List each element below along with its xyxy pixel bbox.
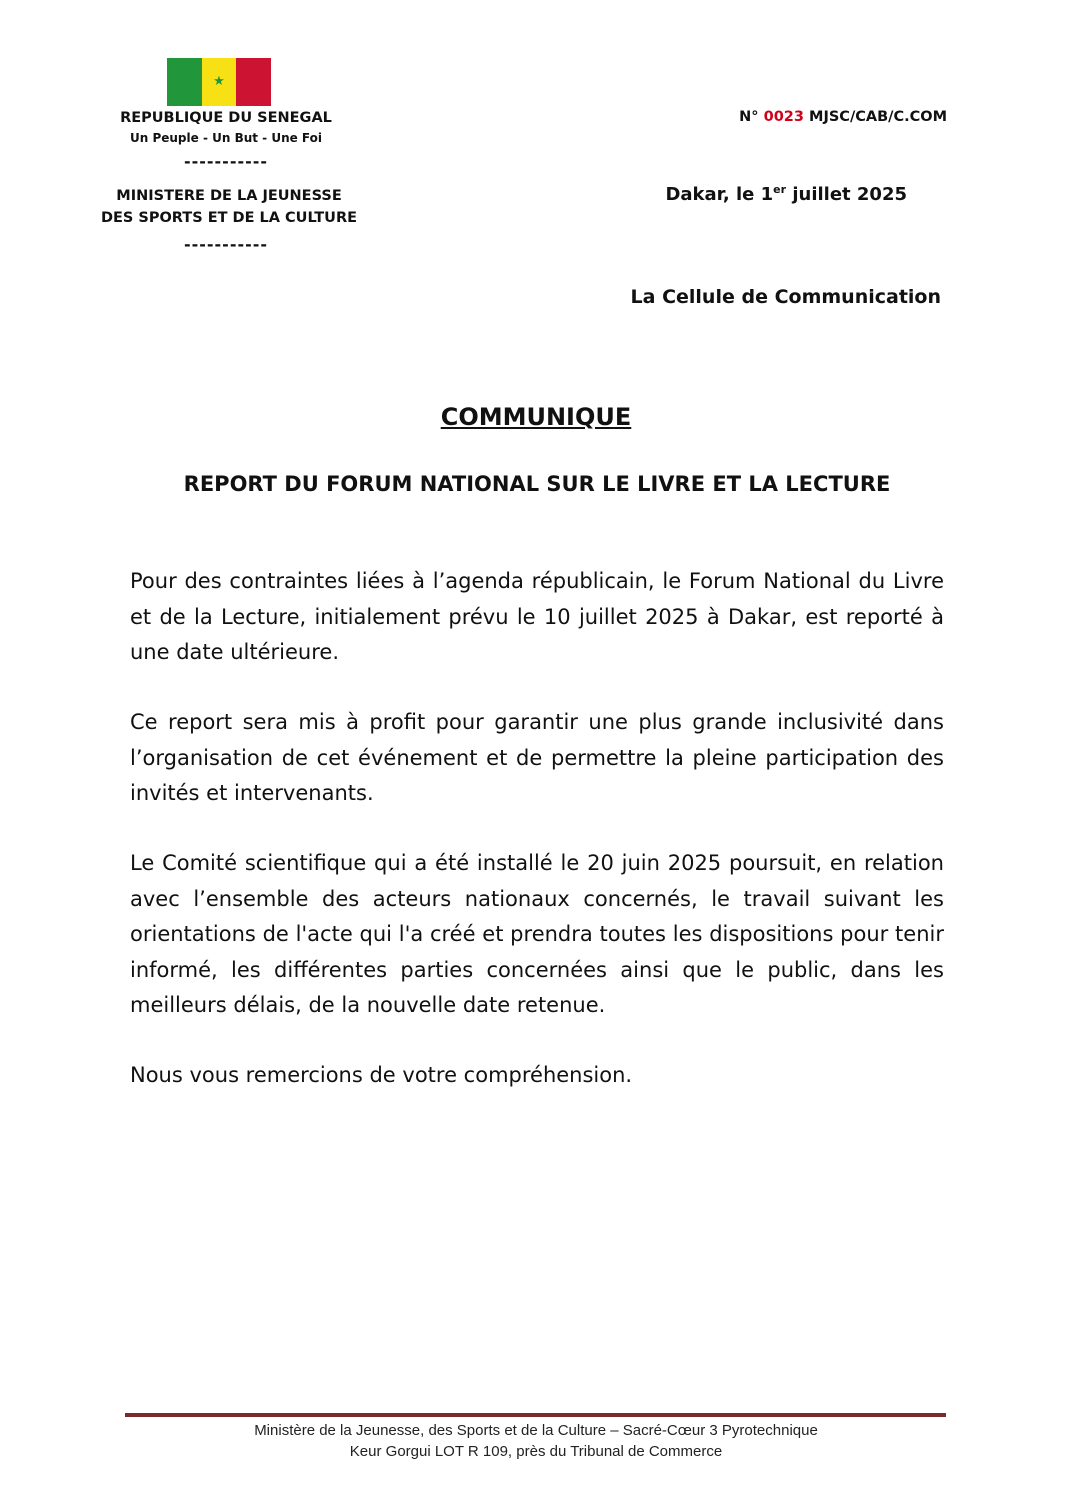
date-suffix: juillet 2025 <box>792 184 907 205</box>
document-date <box>665 184 907 205</box>
star-icon: ★ <box>213 74 225 90</box>
national-motto: Un Peuple - Un But - Une Foi <box>129 131 323 145</box>
footer-divider <box>125 1413 946 1417</box>
page-subtitle: REPORT DU FORUM NATIONAL SUR LE LIVRE ET LA LECTURE <box>183 472 891 496</box>
senegal-flag <box>167 58 271 106</box>
flag-red-band <box>236 58 271 106</box>
body-paragraph: Le Comité scientifique qui a été installé le 20 juin 2025 poursuit, en relation avec l’ensemble des acteurs nationaux concernés, le travail suivant les orientations de l'acte qui l'a créé et prendra toutes les dispositions pour tenir informé, les différentes parties concernées ainsi que le public, dans les meilleurs délais, de la nouvelle date retenue. <box>130 851 944 1018</box>
footer-address-line2: Keur Gorgui LOT R 109, près du Tribunal de Commerce <box>349 1443 723 1460</box>
ministry-name-line2: DES SPORTS ET DE LA CULTURE <box>100 210 358 226</box>
header-separator: ----------- <box>183 235 269 254</box>
body-paragraph: Nous vous remercions de votre compréhension. <box>130 1063 633 1087</box>
reference-number <box>739 109 947 125</box>
footer-address-line1: Ministère de la Jeunesse, des Sports et de la Culture – Sacré-Cœur 3 Pyrotechnique <box>254 1422 818 1439</box>
page-title: COMMUNIQUE <box>440 403 632 431</box>
sender: La Cellule de Communication <box>630 286 941 308</box>
ref-prefix: N° <box>739 109 759 125</box>
body-paragraph: Ce report sera mis à profit pour garantir une plus grande inclusivité dans l’organisation de cet événement et de permettre la pleine participation des invités et intervenants. <box>130 710 944 806</box>
flag-yellow-band <box>202 58 237 106</box>
body-paragraph: Pour des contraintes liées à l’agenda républicain, le Forum National du Livre et de la Lecture, initialement prévu le 10 juillet 2025 à Dakar, est reporté à une date ultérieure. <box>130 569 944 665</box>
ministry-name-line1: MINISTERE DE LA JEUNESSE <box>116 188 342 204</box>
ref-number: 0023 <box>763 109 804 125</box>
header-separator: ----------- <box>183 152 269 171</box>
republic-name: REPUBLIQUE DU SENEGAL <box>120 110 332 126</box>
date-prefix: Dakar, le 1 <box>665 184 774 205</box>
ref-suffix: MJSC/CAB/C.COM <box>809 109 947 125</box>
flag-green-band <box>167 58 202 106</box>
date-superscript: er <box>773 183 787 196</box>
